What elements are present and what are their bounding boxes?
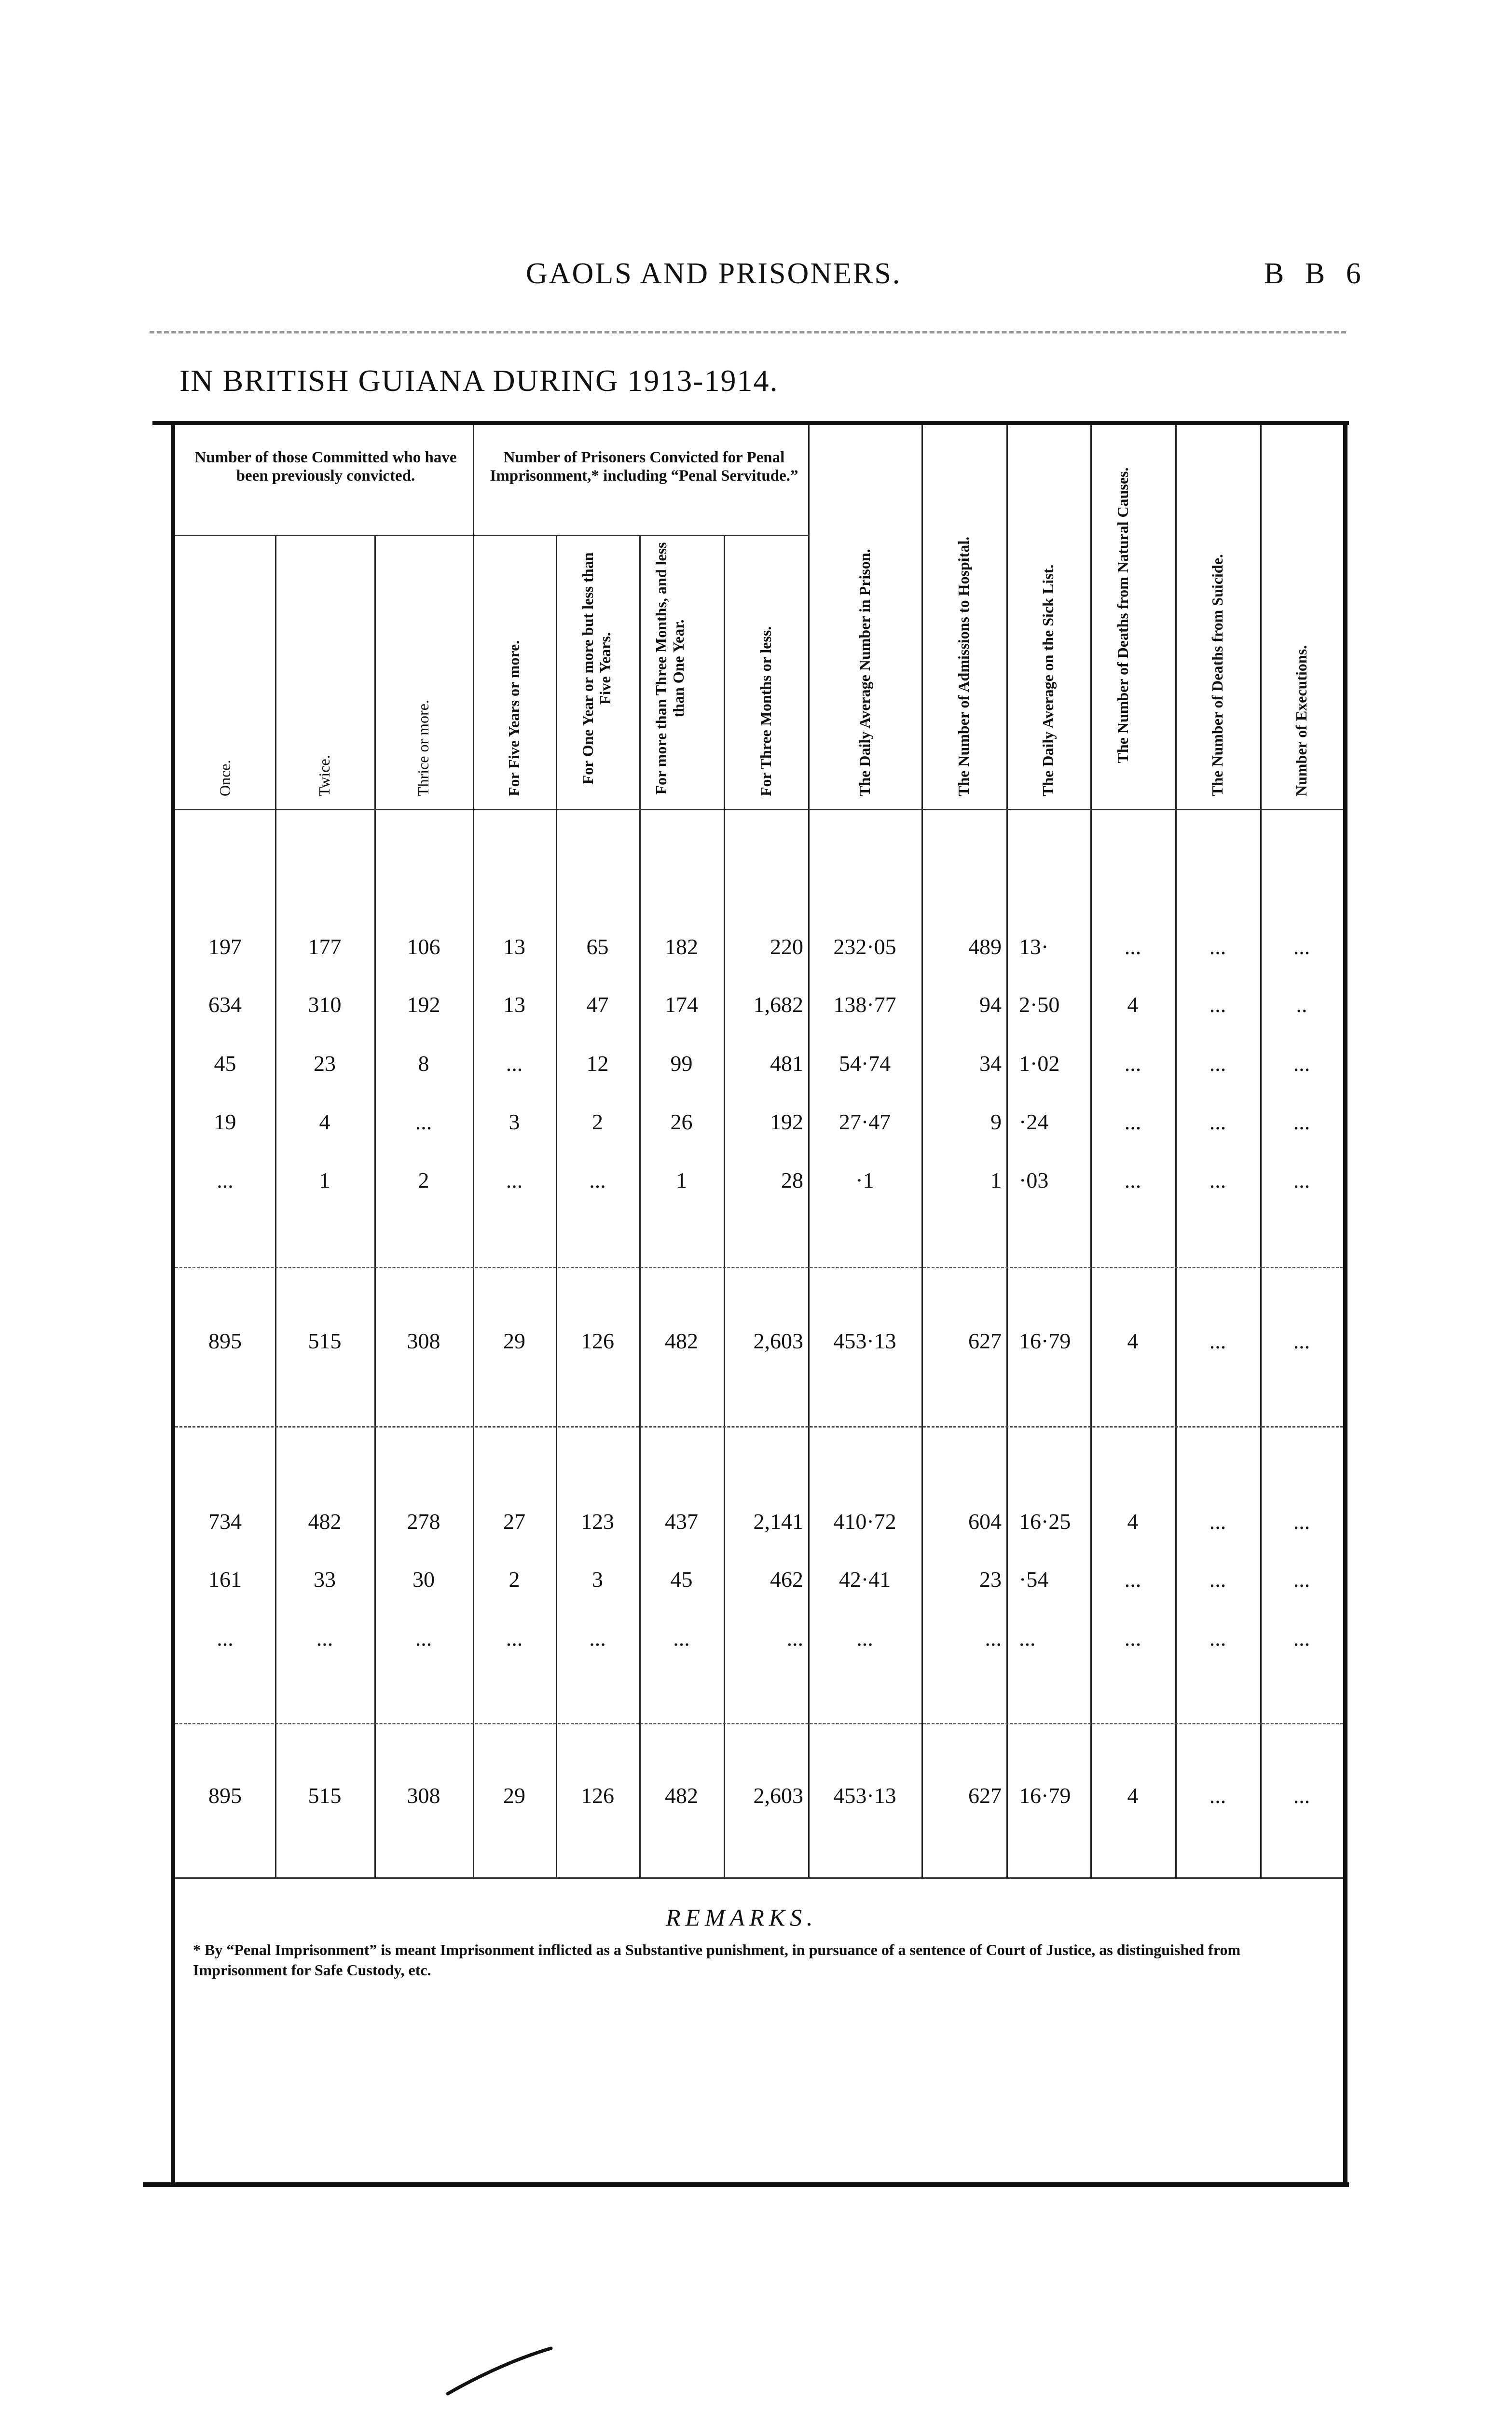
table-cell: ·54: [1019, 1567, 1049, 1592]
table-cell: ...: [1209, 1626, 1226, 1650]
table-cell: ...: [1209, 1509, 1226, 1534]
table-cell: 23: [314, 1051, 336, 1076]
table-cell: ...: [1293, 1051, 1310, 1076]
table-cell: 65: [586, 934, 609, 959]
table-cell: ...: [1293, 1109, 1310, 1134]
table-cell: ...: [1209, 1051, 1226, 1076]
table-cell: ...: [1293, 1509, 1310, 1534]
table-cell: ...: [589, 1626, 606, 1650]
table-cell: 27·47: [838, 1109, 891, 1134]
table-cell: 2: [592, 1109, 603, 1134]
table-cell: 489: [968, 934, 1002, 959]
table-cell: 4: [319, 1109, 330, 1134]
group-header-underline: [175, 535, 473, 536]
table-cell: ...: [673, 1626, 690, 1650]
table-cell: ...: [1019, 1626, 1036, 1650]
column-divider: [275, 536, 276, 1877]
table-cell: ...: [415, 1626, 432, 1650]
table-cell: 278: [407, 1509, 440, 1534]
table-cell: 28: [781, 1168, 803, 1193]
total-cell: 4: [1127, 1783, 1139, 1808]
column-header: Twice.: [316, 755, 333, 796]
row-group-separator: [175, 1426, 1343, 1428]
column-header: For Five Years or more.: [505, 640, 522, 796]
table-cell: ·03: [1019, 1168, 1049, 1193]
table-cell: 232·05: [833, 934, 896, 959]
column-divider: [724, 536, 725, 1877]
column-header: The Number of Deaths from Natural Causes.: [1114, 467, 1131, 763]
table-cell: 481: [770, 1051, 803, 1076]
table-cell: 26: [670, 1109, 693, 1134]
table-cell: ..: [1296, 992, 1307, 1017]
table-cell: ...: [1124, 1109, 1141, 1134]
total-cell: 126: [581, 1783, 614, 1808]
remarks-title: REMARKS.: [666, 1904, 818, 1931]
table-cell: 9: [990, 1109, 1002, 1134]
table-cell: 482: [308, 1509, 342, 1534]
total-cell: ...: [1209, 1783, 1226, 1808]
table-cell: 462: [770, 1567, 803, 1592]
table-cell: ...: [316, 1626, 333, 1650]
table-cell: ...: [1293, 1626, 1310, 1650]
table-cell: 634: [208, 992, 242, 1017]
total-cell: 16·79: [1019, 1783, 1071, 1808]
table-cell: ...: [1209, 1168, 1226, 1193]
table-bottom-border: [143, 2182, 1349, 2187]
table-body-bottom-line: [175, 1877, 1343, 1879]
total-cell: 4: [1127, 1329, 1139, 1353]
table-cell: 2: [509, 1567, 520, 1592]
total-cell: 515: [308, 1329, 342, 1353]
table-cell: ...: [1124, 934, 1141, 959]
table-cell: 3: [592, 1567, 603, 1592]
table-cell: 45: [214, 1051, 236, 1076]
table-cell: 1: [676, 1168, 687, 1193]
table-cell: 2,141: [753, 1509, 803, 1534]
total-cell: 895: [208, 1783, 242, 1808]
column-header: For Three Months or less.: [756, 626, 774, 796]
table-cell: ...: [506, 1051, 523, 1076]
column-header: The Number of Deaths from Suicide.: [1209, 554, 1226, 796]
table-cell: ...: [1209, 934, 1226, 959]
column-header: For more than Three Months, and less than One Year.: [652, 542, 687, 795]
column-divider: [921, 425, 923, 1877]
total-cell: 308: [407, 1783, 440, 1808]
table-cell: 99: [670, 1051, 693, 1076]
table-cell: 410·72: [833, 1509, 896, 1534]
group-header-committed: Number of those Committed who have been previously convicted.: [194, 449, 457, 485]
table-cell: ...: [217, 1626, 234, 1650]
total-cell: 126: [581, 1329, 614, 1353]
total-cell: ...: [1293, 1783, 1310, 1808]
table-cell: 734: [208, 1509, 242, 1534]
total-cell: 627: [968, 1783, 1002, 1808]
column-header: The Daily Average on the Sick List.: [1039, 564, 1057, 796]
table-cell: ...: [1209, 1109, 1226, 1134]
table-cell: ·1: [855, 1168, 874, 1193]
table-cell: 13: [503, 934, 525, 959]
table-cell: ...: [1293, 1567, 1310, 1592]
column-divider: [639, 536, 641, 1877]
table-cell: ...: [415, 1109, 432, 1134]
table-cell: 192: [407, 992, 440, 1017]
table-cell: 177: [308, 934, 342, 959]
table-cell: 182: [665, 934, 698, 959]
total-cell: ...: [1209, 1329, 1226, 1353]
table-cell: 33: [314, 1567, 336, 1592]
pen-stroke-mark: [444, 2345, 555, 2401]
total-cell: 29: [503, 1783, 525, 1808]
table-subtitle: IN BRITISH GUIANA DURING 1913-1914.: [179, 363, 779, 398]
table-cell: 19: [214, 1109, 236, 1134]
table-cell: 8: [418, 1051, 429, 1076]
table-cell: 1,682: [753, 992, 803, 1017]
page-title: GAOLS AND PRISONERS.: [526, 257, 902, 290]
table-top-border: [152, 421, 1349, 425]
header-divider: [150, 331, 1346, 333]
column-divider: [808, 425, 810, 1877]
table-cell: ...: [1124, 1567, 1141, 1592]
column-header: The Number of Admissions to Hospital.: [955, 536, 972, 796]
table-cell: 174: [665, 992, 698, 1017]
table-cell: ...: [985, 1626, 1002, 1650]
total-cell: 2,603: [753, 1783, 803, 1808]
table-cell: 1·02: [1019, 1051, 1060, 1076]
table-cell: 123: [581, 1509, 614, 1534]
table-cell: ...: [1209, 992, 1226, 1017]
table-cell: ...: [1124, 1051, 1141, 1076]
total-cell: 453·13: [833, 1783, 896, 1808]
total-cell: 627: [968, 1329, 1002, 1353]
table-cell: 197: [208, 934, 242, 959]
total-cell: 29: [503, 1329, 525, 1353]
total-cell: 482: [665, 1783, 698, 1808]
column-header: The Daily Average Number in Prison.: [855, 549, 873, 796]
table-cell: ...: [506, 1168, 523, 1193]
table-cell: 47: [586, 992, 609, 1017]
column-header: Thrice or more.: [414, 700, 432, 796]
column-divider: [1175, 425, 1177, 1877]
table-cell: 30: [412, 1567, 435, 1592]
total-cell: 515: [308, 1783, 342, 1808]
column-divider: [556, 536, 557, 1877]
total-cell: 16·79: [1019, 1329, 1071, 1353]
table-cell: ...: [217, 1168, 234, 1193]
column-divider: [374, 536, 376, 1877]
total-cell: 895: [208, 1329, 242, 1353]
table-cell: ...: [589, 1168, 606, 1193]
table-cell: 1: [990, 1168, 1002, 1193]
table-cell: ...: [856, 1626, 873, 1650]
table-cell: 4: [1127, 1509, 1139, 1534]
column-header: Once.: [216, 760, 234, 796]
column-divider: [473, 425, 474, 1877]
table-cell: ...: [1293, 1168, 1310, 1193]
table-cell: 54·74: [838, 1051, 891, 1076]
table-cell: 12: [586, 1051, 609, 1076]
column-header: For One Year or more but less than Five Years.: [578, 552, 614, 785]
table-left-border: [171, 421, 175, 2187]
table-cell: 106: [407, 934, 440, 959]
table-cell: 161: [208, 1567, 242, 1592]
table-cell: 604: [968, 1509, 1002, 1534]
table-cell: 2·50: [1019, 992, 1060, 1017]
remarks-text: * By “Penal Imprisonment” is meant Imprisonment inflicted as a Substantive punishment, in pursuance of a sentence of Court of Justice, as distinguished from Imprisonment for Safe Custody, etc.: [193, 1941, 1241, 1979]
total-cell: 2,603: [753, 1329, 803, 1353]
table-cell: 138·77: [833, 992, 896, 1017]
table-cell: 27: [503, 1509, 525, 1534]
table-cell: 192: [770, 1109, 803, 1134]
row-group-separator: [175, 1723, 1343, 1724]
table-cell: 13·: [1019, 934, 1049, 959]
table-cell: ...: [786, 1626, 803, 1650]
table-cell: 42·41: [838, 1567, 891, 1592]
column-header: Number of Executions.: [1292, 645, 1310, 796]
group-header-convicted: Number of Prisoners Convicted for Penal Imprisonment,* including “Penal Servitude.”: [490, 449, 798, 485]
column-divider: [1006, 425, 1008, 1877]
table-cell: 45: [670, 1567, 693, 1592]
group-header-underline: [473, 535, 808, 536]
table-cell: 220: [770, 934, 803, 959]
column-divider: [1090, 425, 1092, 1877]
table-cell: ...: [1124, 1626, 1141, 1650]
table-cell: 16·25: [1019, 1509, 1071, 1534]
table-cell: 23: [979, 1567, 1002, 1592]
table-cell: 94: [979, 992, 1002, 1017]
table-cell: ...: [506, 1626, 523, 1650]
table-cell: 13: [503, 992, 525, 1017]
table-cell: ...: [1209, 1567, 1226, 1592]
total-cell: 308: [407, 1329, 440, 1353]
table-cell: 34: [979, 1051, 1002, 1076]
page-code: B B 6: [1264, 257, 1368, 290]
total-cell: 482: [665, 1329, 698, 1353]
table-cell: 1: [319, 1168, 330, 1193]
table-cell: 2: [418, 1168, 429, 1193]
table-cell: 3: [509, 1109, 520, 1134]
table-cell: ...: [1124, 1168, 1141, 1193]
table-cell: 437: [665, 1509, 698, 1534]
row-group-separator: [175, 1267, 1343, 1268]
table-cell: ...: [1293, 934, 1310, 959]
total-cell: ...: [1293, 1329, 1310, 1353]
header-bottom-line: [175, 809, 1343, 810]
column-divider: [1260, 425, 1262, 1877]
table-cell: 310: [308, 992, 342, 1017]
total-cell: 453·13: [833, 1329, 896, 1353]
table-cell: 4: [1127, 992, 1139, 1017]
table-right-border: [1343, 421, 1347, 2187]
table-cell: ·24: [1019, 1109, 1049, 1134]
